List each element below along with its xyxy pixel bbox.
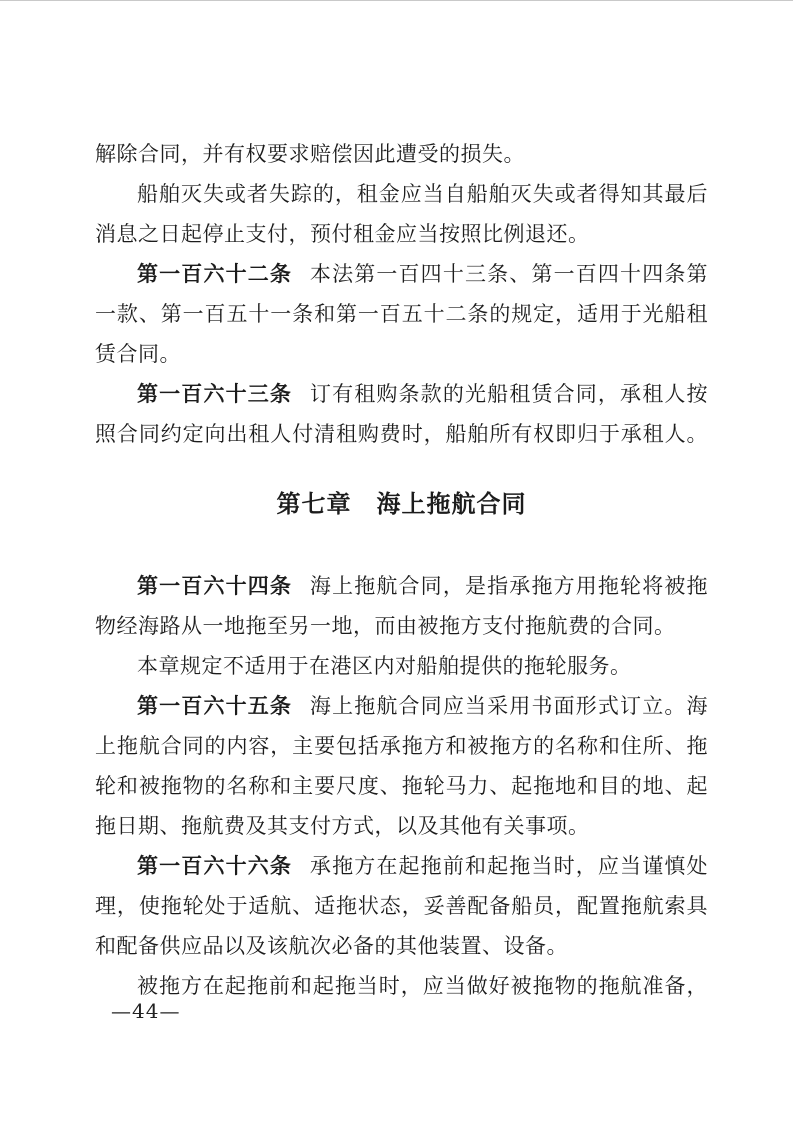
text-line: 赁合同。 — [95, 342, 181, 366]
page-number: —44— — [111, 999, 181, 1023]
text-line: 拖日期、拖航费及其支付方式，以及其他有关事项。 — [95, 814, 590, 838]
text-line: 一款、第一百五十一条和第一百五十二条的规定，适用于光船租 — [95, 302, 708, 326]
text-line — [95, 686, 708, 726]
text-line: 上拖航合同的内容，主要包括承拖方和被拖方的名称和住所、拖 — [95, 734, 708, 758]
article-number: 第一百六十六条 — [137, 853, 293, 878]
text-line — [95, 374, 708, 414]
article-text: 订有租购条款的光船租赁合同，承租人按 — [309, 382, 708, 406]
text-line: 理，使拖轮处于适航、适拖状态，妥善配备船员，配置拖航索具 — [95, 894, 708, 918]
chapter-heading: 第七章 海上拖航合同 — [276, 489, 527, 518]
text-line: 被拖方在起拖前和起拖当时，应当做好被拖物的拖航准备， — [137, 974, 708, 998]
text-line: 船舶灭失或者失踪的，租金应当自船舶灭失或者得知其最后 — [137, 182, 708, 206]
text-line: 解除合同，并有权要求赔偿因此遭受的损失。 — [95, 142, 525, 166]
article-number: 第一百六十三条 — [137, 381, 293, 406]
document-body — [95, 134, 708, 1006]
text-line: 和配备供应品以及该航次必备的其他装置、设备。 — [95, 934, 568, 958]
article-text: 承拖方在起拖前和起拖当时，应当谨慎处 — [309, 854, 708, 878]
text-line: 消息之日起停止支付，预付租金应当按照比例退还。 — [95, 222, 590, 246]
article-text: 海上拖航合同应当采用书面形式订立。海 — [309, 694, 708, 718]
text-line — [95, 254, 708, 294]
text-line — [95, 846, 708, 886]
text-line: 本章规定不适用于在港区内对船舶提供的拖轮服务。 — [137, 654, 632, 678]
article-number: 第一百六十五条 — [137, 693, 293, 718]
article-number: 第一百六十四条 — [137, 573, 293, 598]
text-line: 轮和被拖物的名称和主要尺度、拖轮马力、起拖地和目的地、起 — [95, 774, 708, 798]
article-text: 本法第一百四十三条、第一百四十四条第 — [309, 262, 708, 286]
text-line: 物经海路从一地拖至另一地，而由被拖方支付拖航费的合同。 — [95, 614, 676, 638]
text-line: 照合同约定向出租人付清租购费时，船舶所有权即归于承租人。 — [95, 422, 708, 446]
text-line — [95, 566, 708, 606]
article-number: 第一百六十二条 — [137, 261, 293, 286]
article-text: 海上拖航合同，是指承拖方用拖轮将被拖 — [309, 574, 708, 598]
